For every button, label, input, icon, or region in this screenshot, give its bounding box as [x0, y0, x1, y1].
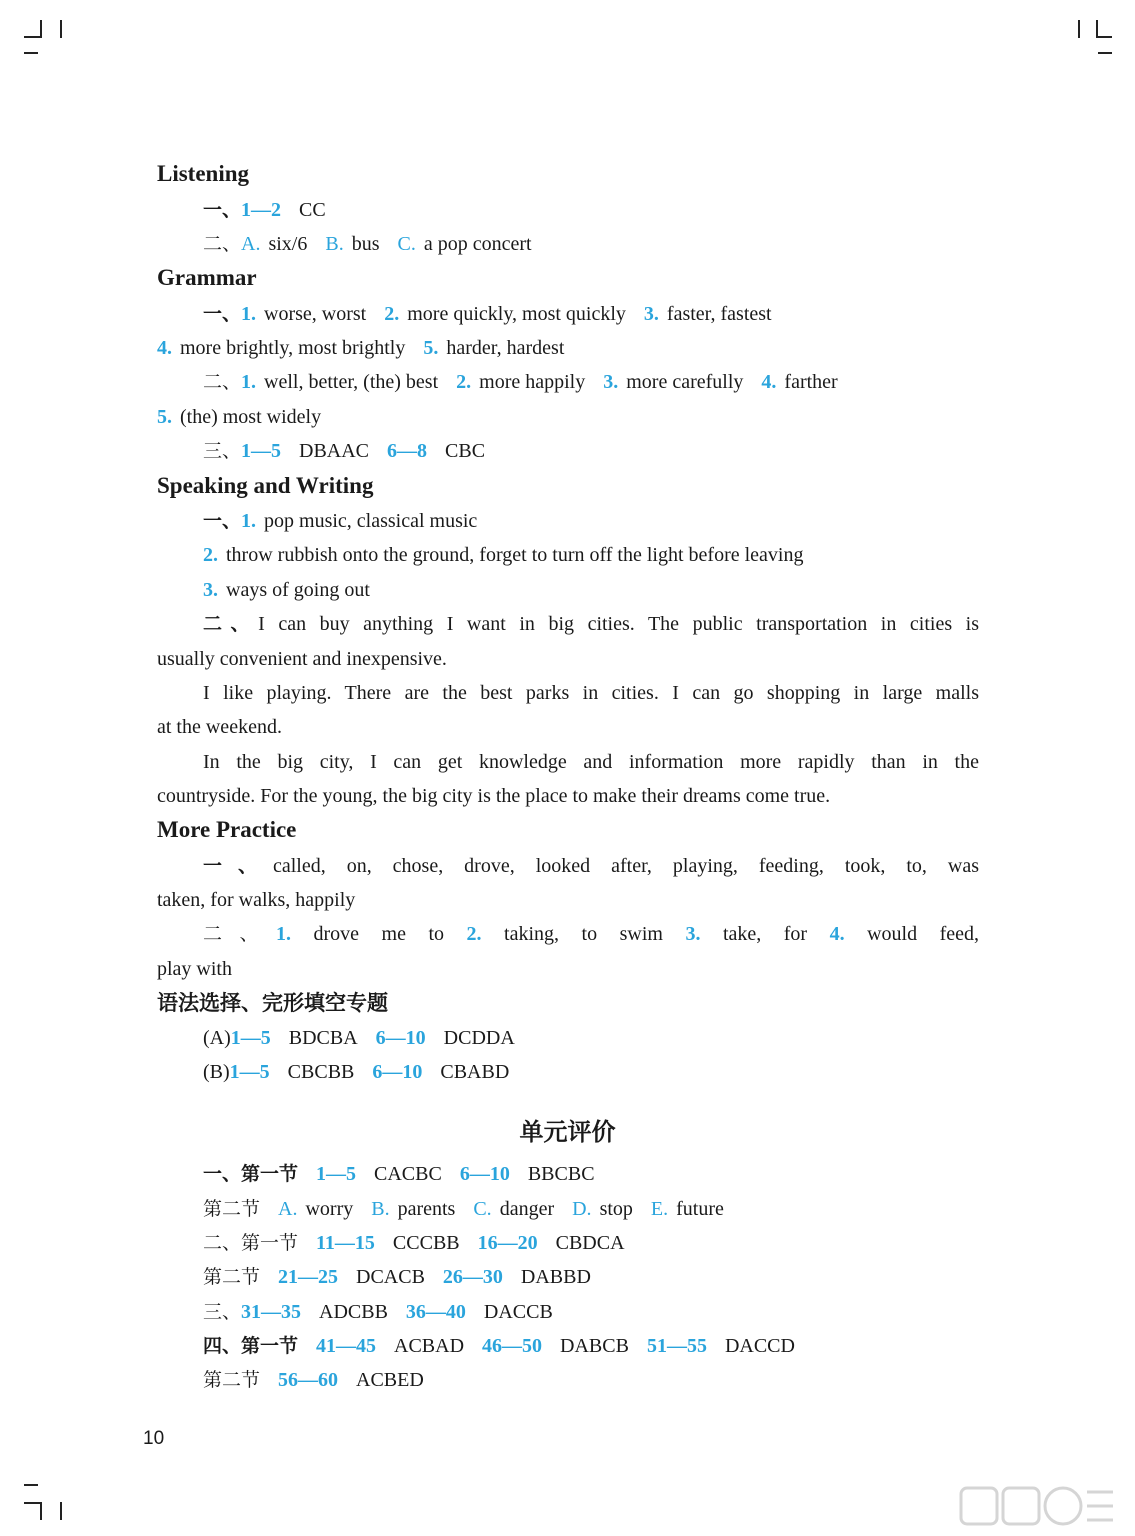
more-practice-q1-line2: taken, for walks, happily — [157, 889, 356, 911]
evaluation-line-7 — [203, 1368, 424, 1392]
crop-mark — [24, 1502, 40, 1504]
q-label: 二、第一节 — [203, 1232, 299, 1254]
item-number: 1. — [241, 510, 257, 532]
item-number: 3. — [643, 303, 659, 325]
listening-q1 — [203, 198, 326, 222]
speaking-q2-p3b: countryside. For the young, the big city is the place to make their dreams come true. — [157, 785, 831, 807]
q-answer: ACBAD — [394, 1335, 465, 1357]
q-label: 一、第一节 — [203, 1163, 299, 1185]
speaking-q2-p2a: I like playing. There are the best parks in cities. I can go shopping in large malls — [203, 682, 979, 704]
section-heading-speaking: Speaking and Writing — [157, 473, 374, 498]
option-key: B. — [371, 1198, 390, 1220]
listening-q2 — [203, 232, 532, 256]
section-heading-listening: Listening — [157, 161, 250, 186]
q-label: 一、 — [203, 199, 242, 221]
item-number: 2. — [384, 303, 400, 325]
crop-mark — [24, 36, 40, 38]
item-number: 4. — [761, 371, 777, 393]
item-number: 3. — [685, 923, 701, 945]
item-answer: worse, worst — [264, 303, 367, 325]
q-range: 6—10 — [375, 1027, 426, 1049]
q-answer: DABBD — [520, 1266, 591, 1288]
crop-mark — [1096, 36, 1112, 38]
item-number: 1. — [276, 923, 292, 945]
option-key: D. — [572, 1198, 592, 1220]
item-number: 4. — [157, 337, 172, 359]
option-key: C. — [473, 1198, 492, 1220]
evaluation-line-6 — [203, 1334, 795, 1358]
more-practice-q2-line1 — [203, 922, 979, 946]
item-number: 2. — [203, 544, 218, 566]
item-answer: harder, hardest — [446, 337, 565, 359]
item-answer: more quickly, most quickly — [407, 303, 626, 325]
q-range: 6—8 — [387, 440, 428, 462]
q-range: 6—10 — [372, 1061, 423, 1083]
section-heading-grammar: Grammar — [157, 265, 257, 290]
q-range: 31—35 — [241, 1301, 302, 1323]
q-answer: CC — [299, 199, 326, 221]
q-label: 第二节 — [203, 1198, 261, 1220]
option-key: C. — [397, 233, 416, 255]
q-range: 1—5 — [316, 1163, 357, 1185]
q-range: 36—40 — [405, 1301, 466, 1323]
item-answer: called, on, chose, drove, looked after, playing, feeding, took, to, was — [272, 855, 979, 877]
watermark-logo — [957, 1482, 1117, 1530]
section-heading-special: 语法选择、完形填空专题 — [157, 991, 388, 1015]
q-answer: BBCBC — [527, 1163, 595, 1185]
option-key: A. — [241, 233, 261, 255]
q-range: 1—5 — [241, 440, 282, 462]
q-range: 1—5 — [230, 1027, 271, 1049]
q-label: 一、 — [203, 855, 273, 877]
q-range: 16—20 — [477, 1232, 538, 1254]
option-value: bus — [351, 233, 380, 255]
item-number: 2. — [466, 923, 482, 945]
q-answer: CCCBB — [392, 1232, 460, 1254]
q-answer: DACCD — [724, 1335, 795, 1357]
crop-mark — [60, 1502, 62, 1520]
item-number: 2. — [456, 371, 472, 393]
speaking-q2-p1b: usually convenient and inexpensive. — [157, 648, 447, 670]
more-practice-q1-line1 — [203, 854, 979, 878]
crop-mark — [40, 20, 42, 38]
q-label: 第二节 — [203, 1266, 261, 1288]
q-answer: CBCBB — [287, 1061, 355, 1083]
q-answer: DCDDA — [443, 1027, 515, 1049]
page-number: 10 — [143, 1428, 165, 1449]
item-number: 3. — [603, 371, 619, 393]
item-number: 1. — [241, 303, 257, 325]
item-answer: farther — [784, 371, 838, 393]
option-value: future — [676, 1198, 724, 1220]
item-answer: (the) most widely — [180, 406, 322, 428]
q-range: 21—25 — [278, 1266, 339, 1288]
page-title: 单元评价 — [519, 1118, 616, 1146]
q-label: 二、 — [203, 371, 242, 393]
q-range: 51—55 — [646, 1335, 707, 1357]
option-value: six/6 — [268, 233, 308, 255]
q-label: 一、 — [203, 303, 242, 325]
q-answer: BDCBA — [288, 1027, 358, 1049]
crop-mark — [60, 20, 62, 38]
option-key: B. — [325, 233, 344, 255]
grammar-q2-line2 — [157, 405, 321, 429]
item-answer: throw rubbish onto the ground, forget to turn off the light before leaving — [226, 544, 804, 566]
item-answer: more brightly, most brightly — [180, 337, 406, 359]
item-answer: more happily — [479, 371, 586, 393]
q-label: 三、 — [203, 1301, 242, 1323]
q-answer: DABCB — [560, 1335, 629, 1357]
q-answer: CACBC — [374, 1163, 442, 1185]
q-answer: DACCB — [483, 1301, 553, 1323]
option-key: A. — [278, 1198, 298, 1220]
speaking-q2-p2b: at the weekend. — [157, 716, 282, 738]
item-answer: take, for — [722, 923, 808, 945]
item-number: 1. — [241, 371, 257, 393]
speaking-q1-item3 — [203, 578, 370, 602]
q-range: 1—2 — [241, 199, 282, 221]
paragraph-text: I can buy anything I want in big cities. The public transportation in cities is — [258, 613, 979, 635]
evaluation-line-2 — [203, 1197, 724, 1221]
q-label: 二、 — [203, 233, 242, 255]
grammar-q1-line1 — [203, 302, 772, 326]
q-range: 1—5 — [229, 1061, 270, 1083]
crop-mark — [40, 1502, 42, 1520]
q-label: 第二节 — [203, 1369, 261, 1391]
item-number: 3. — [203, 579, 218, 601]
item-answer: would feed, — [867, 923, 979, 945]
item-answer: drove me to — [313, 923, 445, 945]
q-answer: CBC — [445, 440, 486, 462]
q-answer: CBABD — [440, 1061, 510, 1083]
item-answer: well, better, (the) best — [264, 371, 439, 393]
option-value: stop — [599, 1198, 633, 1220]
grammar-q3 — [203, 439, 485, 463]
item-answer: pop music, classical music — [264, 510, 478, 532]
grammar-q1-line2 — [157, 336, 564, 360]
option-value: worry — [305, 1198, 354, 1220]
grammar-q2-line1 — [203, 370, 838, 394]
more-practice-q2-line2: play with — [157, 958, 232, 980]
crop-mark — [24, 52, 38, 54]
q-answer: DBAAC — [299, 440, 370, 462]
q-label: (A) — [203, 1027, 231, 1049]
evaluation-line-3 — [203, 1231, 625, 1255]
speaking-q2-p3a: In the big city, I can get knowledge and information more rapidly than in the — [203, 751, 979, 773]
q-range: 26—30 — [442, 1266, 503, 1288]
evaluation-line-1 — [203, 1162, 595, 1186]
q-label: 二、 — [203, 923, 277, 945]
q-answer: ADCBB — [319, 1301, 388, 1323]
q-range: 6—10 — [459, 1163, 510, 1185]
item-number: 4. — [829, 923, 845, 945]
q-range: 56—60 — [278, 1369, 339, 1391]
option-key: E. — [650, 1198, 669, 1220]
q-answer: ACBED — [356, 1369, 424, 1391]
q-range: 41—45 — [316, 1335, 377, 1357]
option-value: a pop concert — [423, 233, 532, 255]
speaking-q1-item2 — [203, 543, 803, 567]
q-label: 二、 — [203, 613, 259, 635]
speaking-q1-item1 — [203, 509, 477, 533]
q-range: 46—50 — [482, 1335, 543, 1357]
q-label: 四、第一节 — [203, 1335, 299, 1357]
section-heading-more-practice: More Practice — [157, 817, 297, 842]
item-answer: taking, to swim — [504, 923, 663, 945]
item-number: 5. — [157, 406, 172, 428]
option-value: danger — [499, 1198, 555, 1220]
item-answer: ways of going out — [226, 579, 370, 601]
crop-mark — [1078, 20, 1080, 38]
evaluation-line-5 — [203, 1300, 553, 1324]
speaking-q2-p1a — [203, 612, 979, 636]
q-range: 11—15 — [316, 1232, 375, 1254]
item-number: 5. — [423, 337, 439, 359]
crop-mark — [1098, 52, 1112, 54]
crop-mark — [24, 1484, 38, 1486]
option-value: parents — [397, 1198, 456, 1220]
q-label: 三、 — [203, 440, 242, 462]
q-label: (B) — [203, 1061, 230, 1083]
q-answer: CBDCA — [555, 1232, 625, 1254]
q-label: 一、 — [203, 510, 242, 532]
item-answer: faster, fastest — [666, 303, 772, 325]
special-a — [203, 1026, 515, 1050]
item-answer: more carefully — [626, 371, 744, 393]
evaluation-line-4 — [203, 1265, 591, 1289]
special-b — [203, 1060, 509, 1084]
q-answer: DCACB — [356, 1266, 425, 1288]
